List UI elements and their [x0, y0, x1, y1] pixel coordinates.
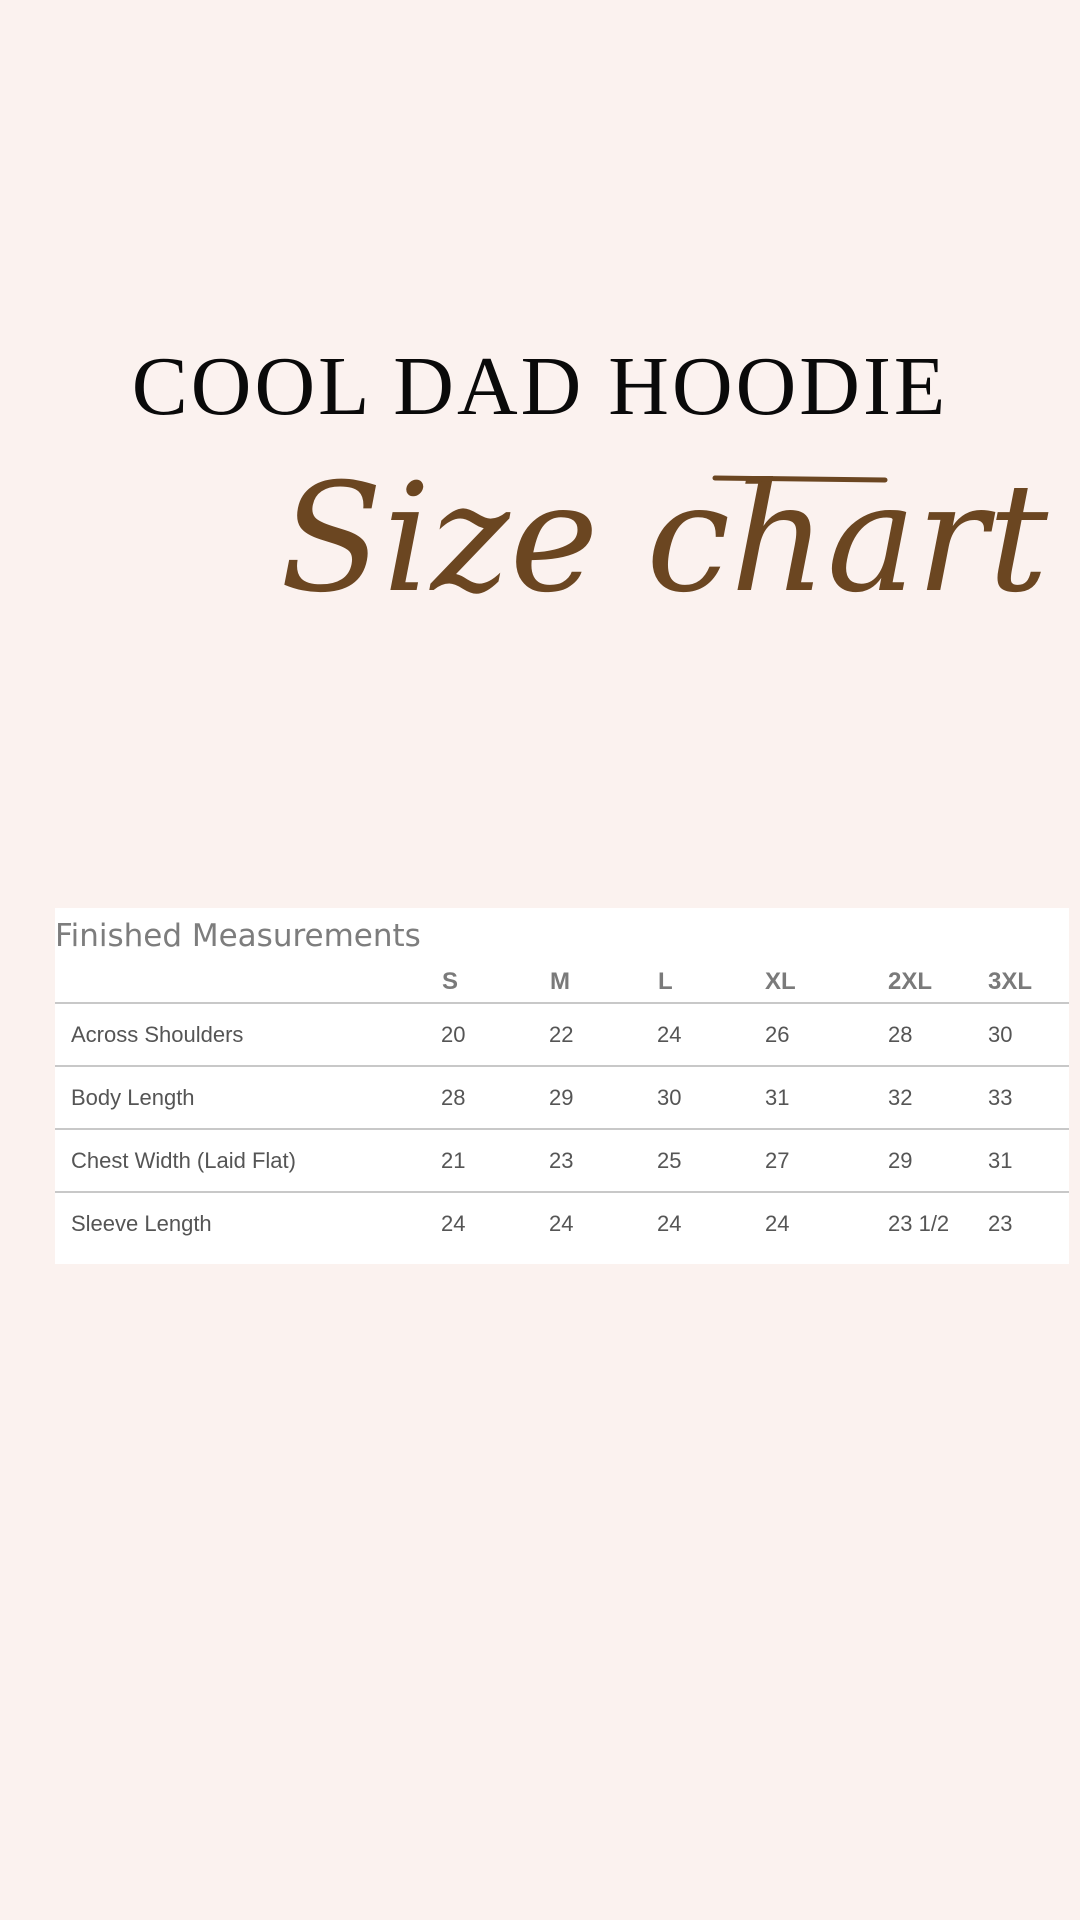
- cell-3xl: 23: [988, 1211, 1013, 1236]
- column-header-m: M: [550, 968, 570, 995]
- row-label: Across Shoulders: [71, 1022, 244, 1047]
- cell-l: 24: [657, 1211, 682, 1236]
- cell-l: 25: [657, 1148, 682, 1173]
- table-caption: Finished Measurements: [55, 918, 421, 954]
- column-header-2xl: 2XL: [888, 968, 933, 995]
- cell-l: 24: [657, 1022, 682, 1047]
- cell-xl: 31: [765, 1085, 790, 1110]
- cell-2xl: 32: [888, 1085, 913, 1110]
- table-row-sleeve-length: [55, 1191, 1069, 1255]
- cell-s: 28: [441, 1085, 466, 1110]
- cell-m: 24: [549, 1211, 574, 1236]
- row-label: Body Length: [71, 1085, 195, 1110]
- cell-xl: 26: [765, 1022, 790, 1047]
- table-row-body-length: [55, 1065, 1069, 1129]
- cell-l: 30: [657, 1085, 682, 1110]
- table-row-chest-width: [55, 1128, 1069, 1192]
- cell-m: 23: [549, 1148, 574, 1173]
- cell-3xl: 33: [988, 1085, 1013, 1110]
- script-flourish: [715, 478, 885, 480]
- cell-3xl: 31: [988, 1148, 1013, 1173]
- cell-m: 22: [549, 1022, 574, 1047]
- cell-2xl: 23 1/2: [888, 1211, 950, 1236]
- page-title: COOL DAD HOODIE: [131, 340, 949, 433]
- cell-3xl: 30: [988, 1022, 1013, 1047]
- column-header-s: S: [442, 968, 459, 995]
- table-row-across-shoulders: [55, 1002, 1069, 1066]
- column-header-xl: XL: [765, 968, 796, 995]
- cell-2xl: 28: [888, 1022, 913, 1047]
- cell-s: 20: [441, 1022, 466, 1047]
- cell-m: 29: [549, 1085, 574, 1110]
- cell-2xl: 29: [888, 1148, 913, 1173]
- row-label: Chest Width (Laid Flat): [71, 1148, 296, 1173]
- column-header-3xl: 3XL: [988, 968, 1033, 995]
- cell-s: 21: [441, 1148, 466, 1173]
- size-chart-script-text: Size chart: [280, 452, 1049, 626]
- measurements-table: [55, 908, 1069, 1264]
- cell-s: 24: [441, 1211, 466, 1236]
- cell-xl: 24: [765, 1211, 790, 1236]
- column-header-l: L: [658, 968, 673, 995]
- cell-xl: 27: [765, 1148, 790, 1173]
- size-chart-script-heading: [270, 430, 1049, 660]
- row-label: Sleeve Length: [71, 1211, 212, 1236]
